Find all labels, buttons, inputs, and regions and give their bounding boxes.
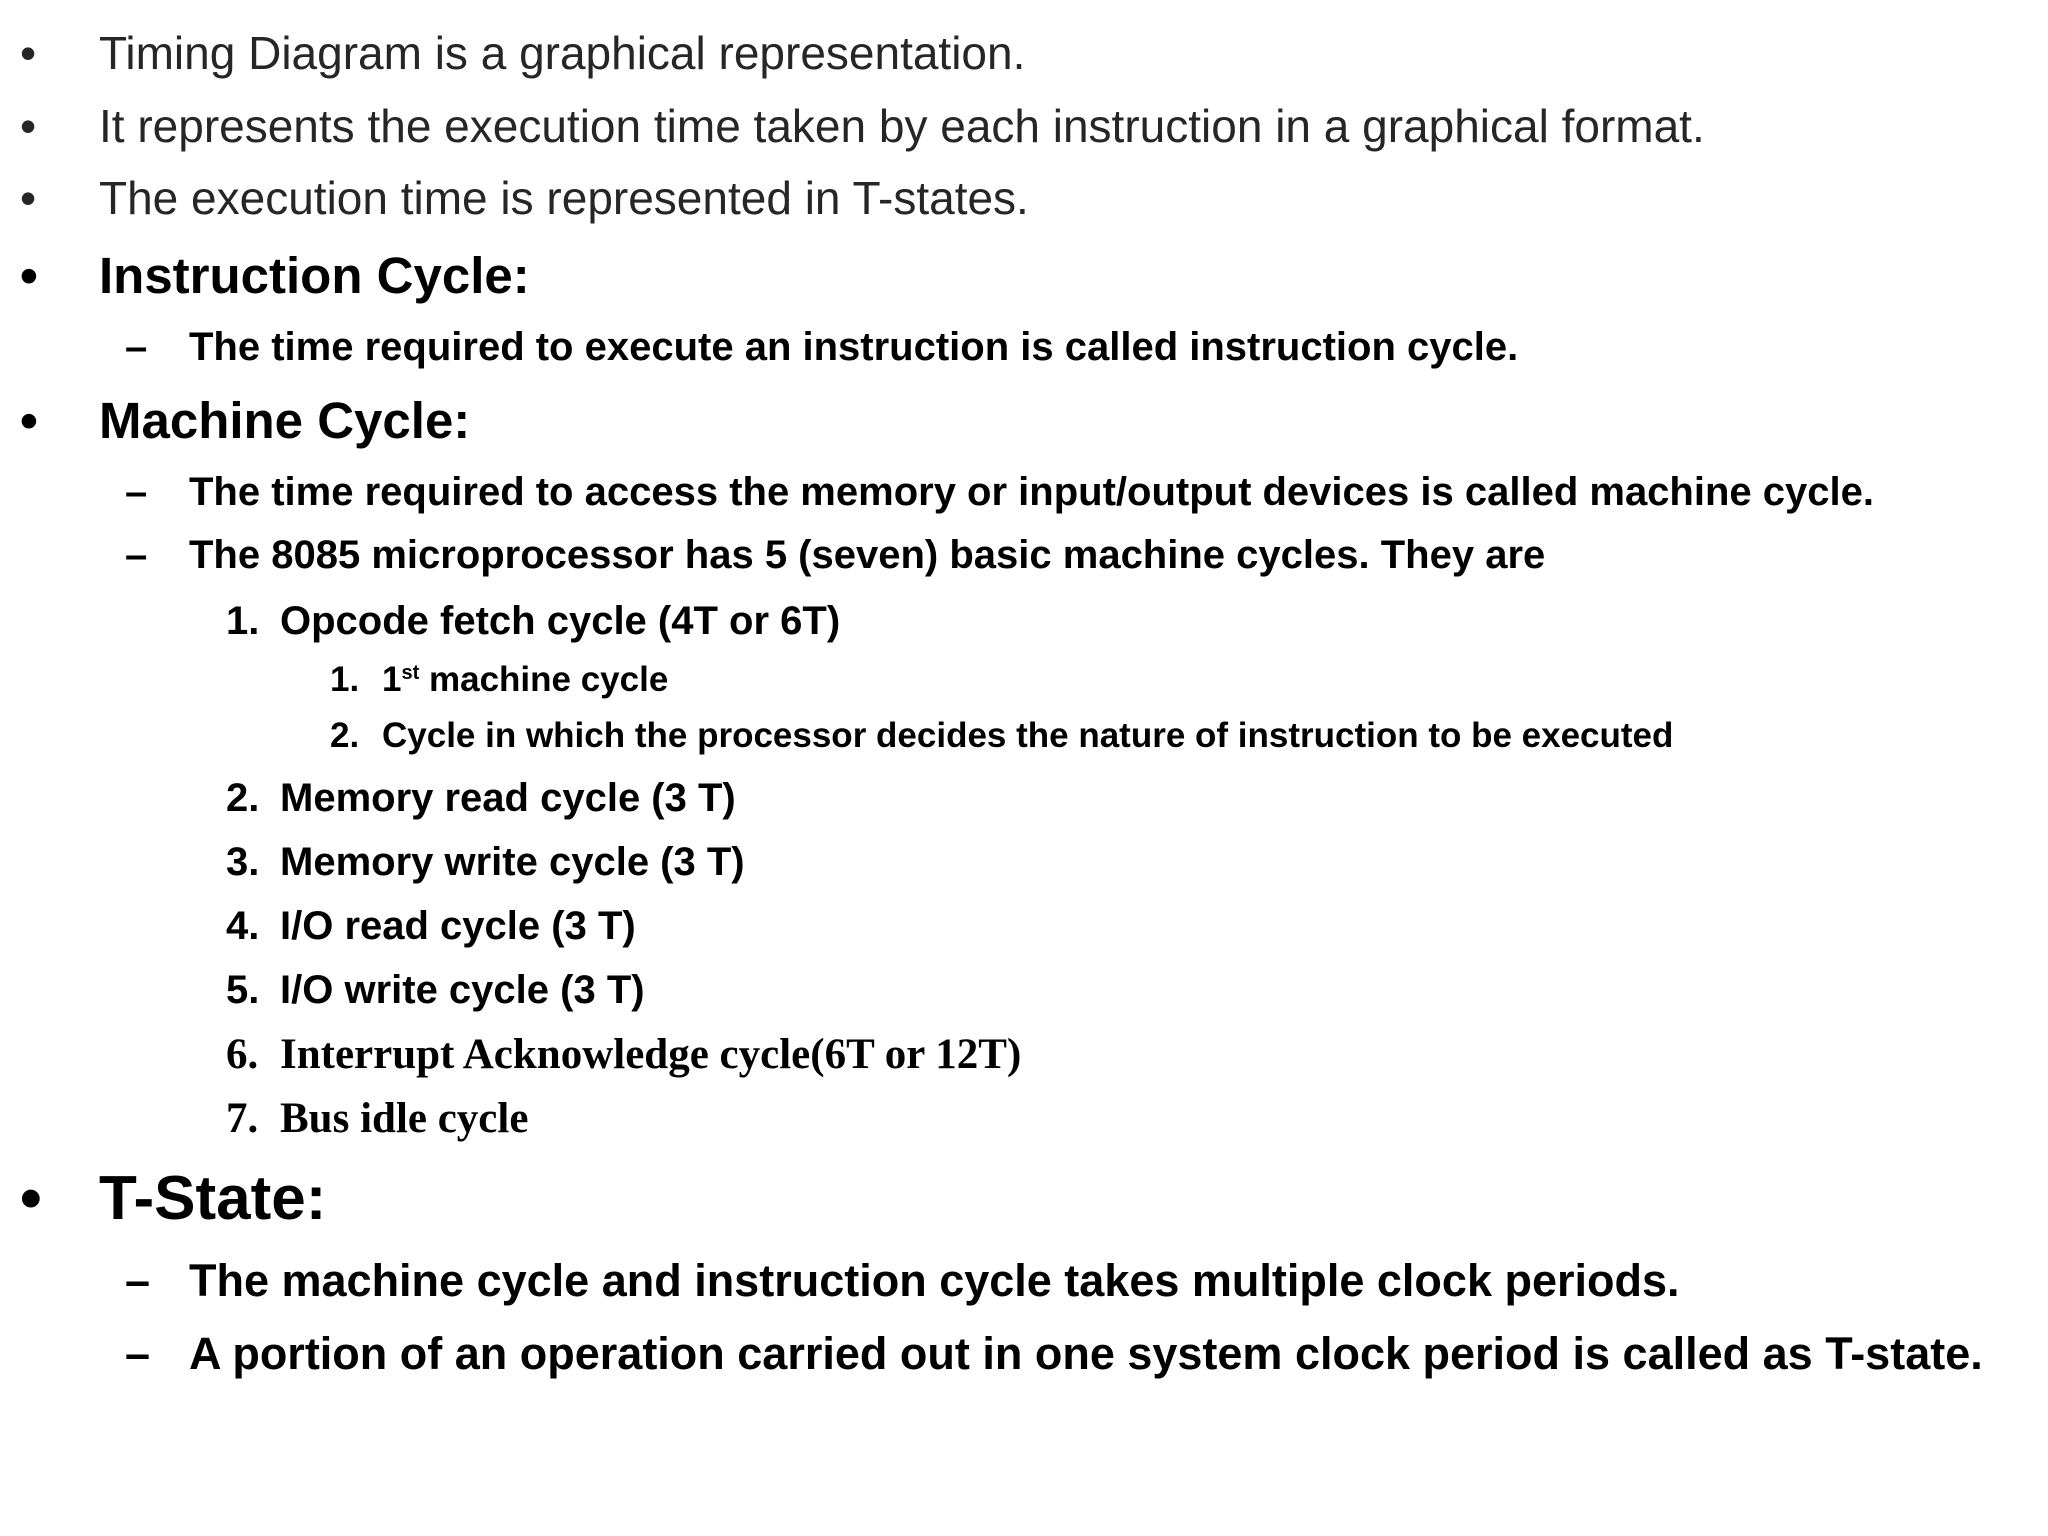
- list-text: Memory read cycle (3 T): [280, 776, 736, 820]
- list-number: 1.: [226, 599, 260, 643]
- heading-text: T-State:: [99, 1164, 327, 1233]
- dash-marker: –: [125, 325, 148, 369]
- list-text: 1st machine cycle: [382, 660, 669, 699]
- list-number: 2.: [330, 716, 360, 755]
- list-number: 7.: [226, 1095, 259, 1142]
- list-number: 3.: [226, 840, 260, 884]
- list-text: I/O write cycle (3 T): [280, 968, 645, 1012]
- list-number: 2.: [226, 776, 260, 820]
- bullet-text: Timing Diagram is a graphical representation.: [99, 27, 1026, 79]
- sub-bullet-text: A portion of an operation carried out in one system clock period is called as T-state.: [189, 1328, 1983, 1379]
- sub-bullet-text: The 8085 microprocessor has 5 (seven) basic machine cycles. They are: [189, 533, 1546, 577]
- list-text: Bus idle cycle: [280, 1095, 529, 1142]
- dash-marker: –: [125, 1255, 151, 1306]
- sub-bullet-text: The machine cycle and instruction cycle takes multiple clock periods.: [189, 1255, 1680, 1306]
- dash-marker: –: [125, 1328, 151, 1379]
- bullet-marker: •: [20, 100, 37, 152]
- list-number: 6.: [226, 1031, 259, 1078]
- list-text: Memory write cycle (3 T): [280, 840, 745, 884]
- list-text: I/O read cycle (3 T): [280, 904, 636, 948]
- bullet-marker: •: [20, 172, 37, 224]
- bullet-marker: •: [20, 392, 38, 449]
- sub-bullet-text: The time required to access the memory or input/output devices is called machine cycle.: [189, 470, 1874, 514]
- sub-bullet-text: The time required to execute an instruction is called instruction cycle.: [189, 325, 1519, 369]
- heading-text: Instruction Cycle:: [99, 247, 530, 304]
- list-number: 1.: [330, 660, 360, 699]
- bullet-marker: •: [20, 247, 38, 304]
- dash-marker: –: [125, 470, 148, 514]
- list-number: 5.: [226, 968, 260, 1012]
- dash-marker: –: [125, 533, 148, 577]
- bullet-marker: •: [20, 1164, 42, 1233]
- list-text: Interrupt Acknowledge cycle(6T or 12T): [280, 1031, 1022, 1078]
- bullet-text: It represents the execution time taken by each instruction in a graphical format.: [99, 100, 1705, 152]
- bullet-marker: •: [20, 27, 37, 79]
- list-text: Opcode fetch cycle (4T or 6T): [280, 599, 841, 643]
- list-number: 4.: [226, 904, 260, 948]
- list-text: Cycle in which the processor decides the nature of instruction to be executed: [382, 716, 1674, 755]
- heading-text: Machine Cycle:: [99, 392, 471, 449]
- bullet-text: The execution time is represented in T-states.: [99, 172, 1029, 224]
